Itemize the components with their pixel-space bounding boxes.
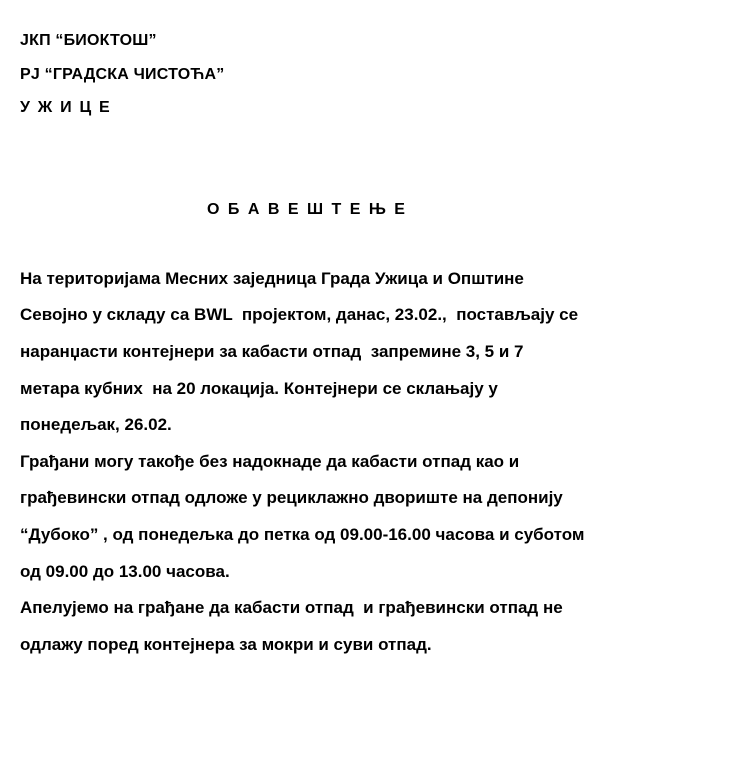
body-line: На територијама Месних заједница Града Ужица и Општине	[20, 269, 524, 288]
body-line: грађевински отпад одложе у рециклажно двориште на депонију	[20, 488, 563, 507]
body-line: Грађани могу такође без надокнаде да кабасти отпад као и	[20, 452, 520, 471]
department-name: РЈ “ГРАДСКА ЧИСТОЋА”	[20, 66, 225, 83]
body-line: наранџасти контејнери за кабасти отпад запремине 3, 5 и 7	[20, 342, 524, 361]
body-line: метара кубних на 20 локација. Контејнери се склањају у	[20, 379, 498, 398]
body-line: понедељак, 26.02.	[20, 415, 172, 434]
company-name: ЈКП “БИОКТОШ”	[20, 32, 157, 49]
body-line: Апелујемо на грађане да кабасти отпад и грађевински отпад не	[20, 598, 563, 617]
body-line: “Дубоко” , од понедељка до петка од 09.00-16.00 часова и суботом	[20, 525, 585, 544]
city-name: У Ж И Ц Е	[20, 99, 110, 116]
body-line: Севојно у складу са BWL пројектом, данас, 23.02., постављају се	[20, 305, 579, 324]
body-line: одлажу поред контејнера за мокри и суви отпад.	[20, 635, 432, 654]
notice-title: О Б А В Е Ш Т Е Њ Е	[207, 201, 405, 218]
body-line: од 09.00 до 13.00 часова.	[20, 562, 230, 581]
